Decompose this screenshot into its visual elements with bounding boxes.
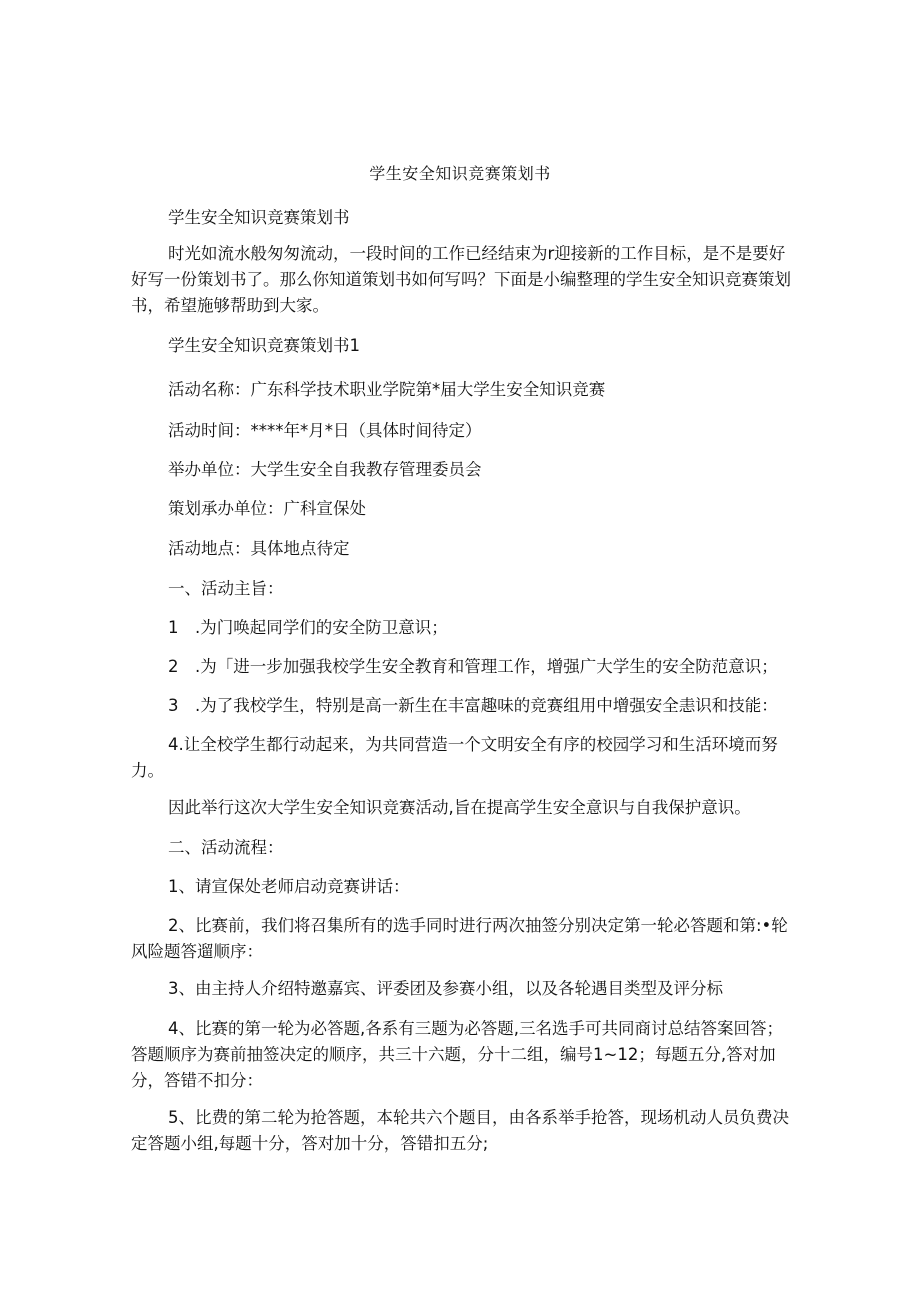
paragraph-process-2 xyxy=(131,913,791,965)
paragraph-text: 时光如流水般匆匆流动，一段时间的工作已经结束为r迎接新的工作目标，是不是要好好写一份策划书了。那么你知道策划书如何写吗？下面是小编整理的学生安全知识竞赛策划书，希望施够帮助到大家。 xyxy=(131,244,791,315)
paragraph-purpose-3 xyxy=(131,693,811,719)
paragraph-location xyxy=(131,536,791,562)
document-title: 学生安全知识竞赛策划书 xyxy=(369,164,551,183)
paragraph-heading-process xyxy=(131,835,791,861)
paragraph-text: 4、比赛的第一轮为必答题,各系有三题为必答题,三名选手可共同商讨总结答案回答；答题顺序为赛前抽签决定的顺序，共三十六题，分十二组，编号1~12；每题五分,答对加分，答错不扣分： xyxy=(131,1019,783,1090)
paragraph-text: 学生安全知识竞赛策划书 xyxy=(168,208,350,227)
paragraph-heading-purpose xyxy=(131,576,791,602)
paragraph-purpose-4 xyxy=(131,732,791,784)
paragraph-text: 学生安全知识竞赛策划书1 xyxy=(168,336,360,355)
paragraph-purpose-summary xyxy=(131,795,811,821)
paragraph-text: 活动时间：****年*月*日（具体时间待定） xyxy=(168,421,482,440)
paragraph-text: 2、比赛前，我们将召集所有的选手同时进行两次抽签分别决定第一轮必答题和第:•轮风险题答遛顺序： xyxy=(131,916,788,961)
paragraph-process-1 xyxy=(131,874,791,900)
paragraph-activity-time xyxy=(131,418,791,444)
paragraph-text: 4.让全校学生都行动起来，为共同营造一个文明安全有序的校园学习和生活环境而努力。 xyxy=(131,735,778,780)
paragraph-section-heading xyxy=(131,333,791,359)
paragraph-text: 1、请宣保处老师启动竞赛讲话： xyxy=(168,877,410,896)
paragraph-text: 因此举行这次大学生安全知识竞赛活动,旨在提高学生安全意识与自我保护意识。 xyxy=(168,798,751,817)
paragraph-purpose-1 xyxy=(131,615,811,641)
paragraph-co-organizer xyxy=(131,496,791,522)
paragraph-text: 3 .为了我校学生，特别是高一新生在丰富趣味的竞赛组用中增强安全恚识和技能： xyxy=(168,696,778,715)
paragraph-text: 策划承办单位：广科宣保处 xyxy=(168,499,366,518)
paragraph-text: 2 .为「进一步加强我校学生安全教育和管理工作，增强广大学生的安全防范意识； xyxy=(168,657,778,676)
paragraph-organizer xyxy=(131,457,791,483)
paragraph-purpose-2 xyxy=(131,654,811,680)
paragraph-text: 5、比费的第二轮为抢答题，本轮共六个题目，由各系举手抢答，现场机动人员负费决定答题小组,每题十分，答对加十分，答错扣五分; xyxy=(131,1108,789,1153)
paragraph-process-4 xyxy=(131,1016,791,1094)
paragraph-text: 举办单位：大学生安全自我教存管理委员会 xyxy=(168,460,482,479)
paragraph-activity-name xyxy=(131,377,791,403)
paragraph-process-3 xyxy=(131,976,811,1002)
paragraph-subtitle xyxy=(131,205,791,231)
paragraph-intro xyxy=(131,241,791,319)
paragraph-text: 1 .为门唤起同学们的安全防卫意识； xyxy=(168,618,448,637)
paragraph-text: 一、活动主旨： xyxy=(168,579,284,598)
paragraph-text: 二、活动流程： xyxy=(168,838,284,857)
paragraph-text: 活动地点：具体地点待定 xyxy=(168,539,350,558)
paragraph-text: 3、由主持人介绍特邀嘉宾、评委团及参赛小组，以及各轮遇目类型及评分标 xyxy=(168,979,723,998)
paragraph-process-5 xyxy=(131,1105,791,1157)
paragraph-text: 活动名称：广东科学技术职业学院第*届大学生安全知识竞赛 xyxy=(168,380,606,399)
